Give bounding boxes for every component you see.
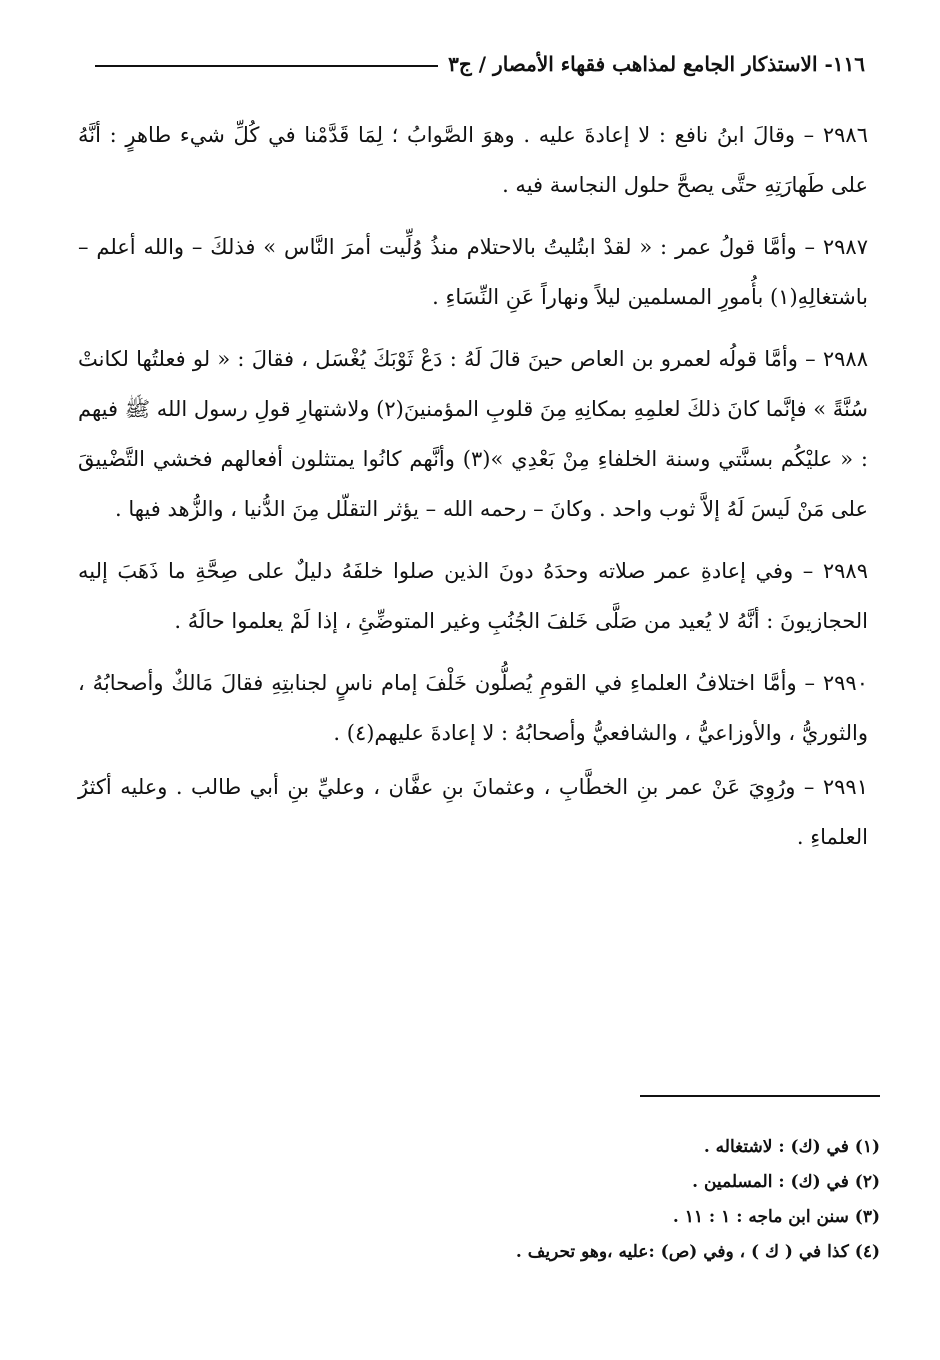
paragraph-2989: ٢٩٨٩ – وفي إعادةِ عمر صلاته وحدَهُ دونَ الذين صلوا خلفَهُ دليلٌ على صِحَّةِ ما ذَهَبَ إليه الحجازيونَ : أنَّهُ لا يُعيد من صَلَّى خَلفَ الجُنُبِ وغير المتوضِّئِ ، إذا لَمْ يعلموا حالَهُ . xyxy=(78,559,868,633)
main-text xyxy=(78,110,868,874)
page-header xyxy=(95,36,865,76)
footnote-separator xyxy=(640,1095,880,1097)
paragraph-2991: ٢٩٩١ – ورُوِيَ عَنْ عمر بنِ الخطَّابِ ، وعثمانَ بنِ عفَّان ، وعليِّ بنِ أبي طالب . وعليه أكثرُ العلماءِ . xyxy=(78,775,868,849)
paragraph-2990: ٢٩٩٠ – وأمَّا اختلافُ العلماءِ في القومِ يُصلُّون خَلْفَ إمام ناسٍ لجنابتِهِ فقالَ مَالكٌ وأصحابُهُ ، والثوريُّ ، والأوزاعيُّ ، والشافعيُّ وأصحابُهُ : لا إعادةَ عليهم(٤) . xyxy=(78,671,868,745)
footnotes xyxy=(300,1130,880,1270)
paragraph-2987: ٢٩٨٧ – وأمَّا قولُ عمر : « لقدْ ابتُليتُ بالاحتلام منذُ وُلِّيت أمرَ النَّاس » فذلكَ – والله أعلم – باشتغالِهِ(١) بأُمورِ المسلمين ليلاً ونهاراً عَنِ النِّسَاءِ . xyxy=(78,235,868,309)
footnote-1: (١) في (ك) : لاشتغاله . xyxy=(703,1137,880,1157)
footnote-2: (٢) في (ك) : المسلمين . xyxy=(692,1172,880,1192)
paragraph-2986: ٢٩٨٦ – وقالَ ابنُ نافع : لا إعادةَ عليه . وهوَ الصَّوابُ ؛ لِمَا قَدَّمْنا في كُلِّ شيء طاهرٍ : أنَّهُ على طَهارَتِهِ حتَّى يصحَّ حلول النجاسة فيه . xyxy=(78,123,868,197)
header-rule xyxy=(95,65,438,67)
footnote-4: (٤) كذا في ( ك ) ، وفي (ص) :عليه ،وهو تحريف . xyxy=(515,1242,880,1262)
paragraph-2988: ٢٩٨٨ – وأمَّا قولُه لعمرو بن العاص حينَ قالَ لَهُ : دَعْ ثَوْبَكَ يُغْسَل ، فقالَ : « لو فعلتُها لكانتْ سُنَّةً » فإنَّما كانَ ذلكَ لعلمِهِ بمكانِهِ مِنَ قلوبِ المؤمنينَ(٢) ولاشتهارِ قولِ رسول الله ﷺ فيهم : « عليْكُم بسنَّتي وسنة الخلفاءِ مِنْ بَعْدِي »(٣) وأنَّهم كانُوا يمتثلون أفعالهم فخشي التَّضْييقَ على مَنْ لَيسَ لَهُ إلاَّ ثوب واحد . وكانَ – رحمه الله – يؤثر التقلّل مِنَ الدُّنيا ، والزُّهد فيها . xyxy=(78,347,868,521)
footnote-3: (٣) سنن ابن ماجه : ١ : ١١ . xyxy=(672,1207,880,1227)
running-header: ١١٦- الاستذكار الجامع لمذاهب فقهاء الأمصار / ج٣ xyxy=(448,52,865,76)
